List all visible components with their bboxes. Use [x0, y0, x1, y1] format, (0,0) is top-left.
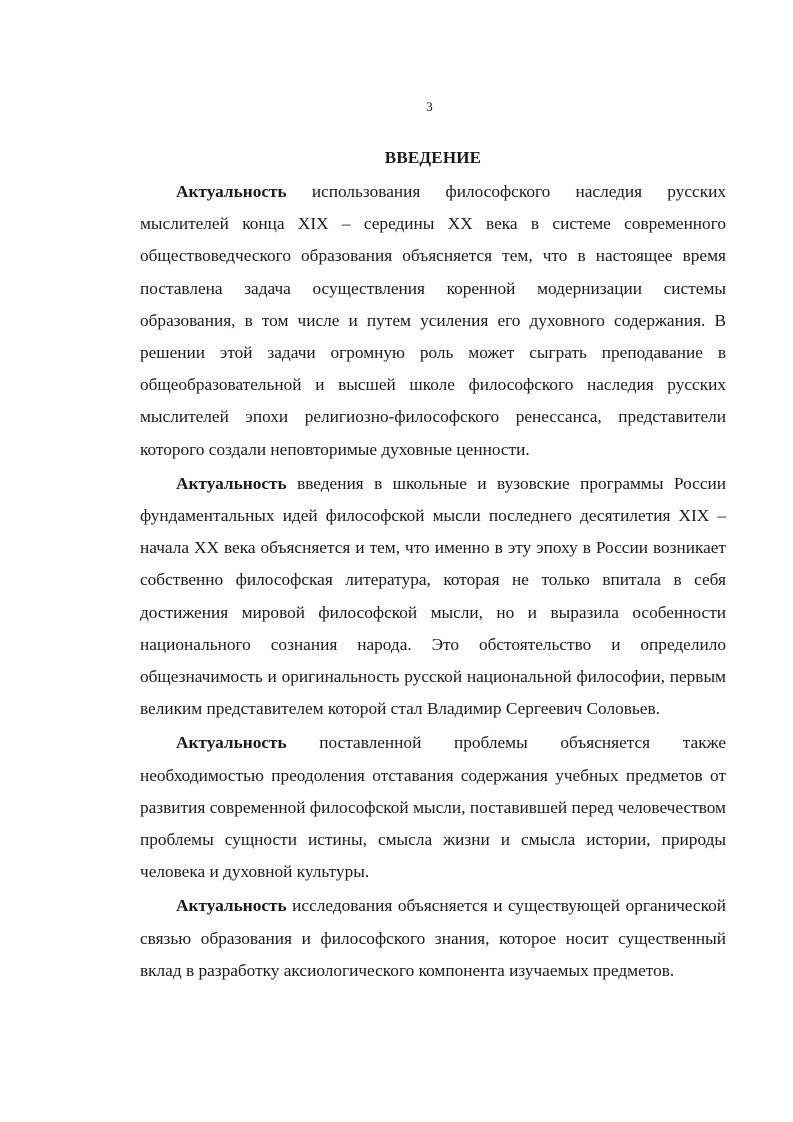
document-body: [140, 176, 726, 987]
paragraph-lead: Актуальность: [176, 733, 287, 753]
paragraph-lead: Актуальность: [176, 182, 287, 201]
paragraph: [140, 890, 726, 987]
paragraph-lead: Актуальность: [176, 896, 287, 916]
paragraph: [140, 468, 726, 726]
paragraph: [140, 727, 726, 888]
paragraph-text: исследования объясняется и существующей органической связью образования и философского знания, которое носит существенный вклад в разработку аксиологического компонента изучаемых предметов.: [140, 896, 726, 980]
paragraph-text: использования философского наследия русских мыслителей конца XIX – середины XX века в системе современного обществоведческого образования объясняется тем, что в настоящее время поставлена задача осуществления коренной модернизации системы образования, в том числе и путем усиления его духовного содержания. В решении этой задачи огромную роль может сыграть преподавание в общеобразовательной и высшей школе философского наследия русских мыслителей эпохи религиозно-философского ренессанса, представители которого создали неповторимые духовные ценности.: [140, 182, 726, 459]
page-number: 3: [426, 99, 433, 114]
paragraph-lead: Актуальность: [176, 473, 287, 493]
section-title: ВВЕДЕНИЕ: [384, 148, 482, 167]
paragraph-text: поставленной проблемы объясняется также необходимостью преодоления отставания содержания учебных предметов от развития современной философской мысли, поставившей перед человечеством проблемы сущности истины, смысла жизни и смысла истории, природы человека и духовной культуры.: [140, 733, 726, 882]
paragraph-text: введения в школьные и вузовские программы России фундаментальных идей философской мысли последнего десятилетия XIX – начала XX века объясняется и тем, что именно в эту эпоху в России возникает собственно философская литература, которая не только впитала в себя достижения мировой философской мысли, но и выразила особенности национального сознания народа. Это обстоятельство и определило общезначимость и оригинальность русской национальной философии, первым великим представителем которой стал Владимир Сергеевич Соловьев.: [140, 473, 726, 719]
paragraph: [140, 176, 726, 466]
